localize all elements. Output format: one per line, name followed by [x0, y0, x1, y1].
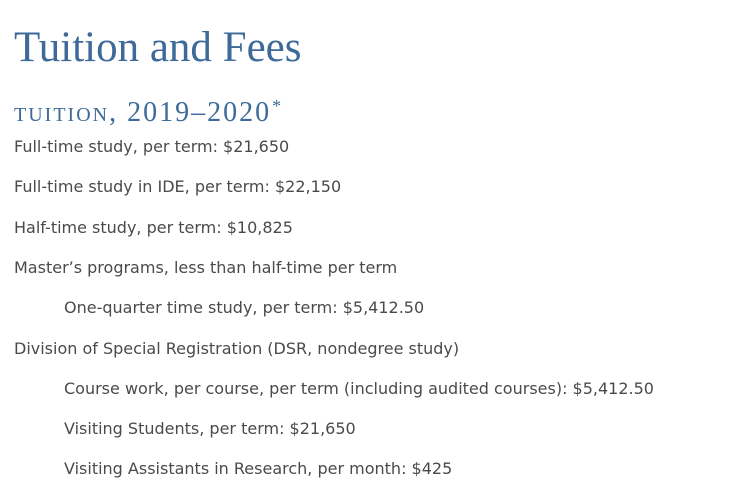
- fee-item-masters-programs: Master’s programs, less than half-time per term: [14, 258, 398, 277]
- fee-item-half-time: Half-time study, per term: $10,825: [14, 218, 293, 237]
- fee-item-visiting-assistants: Visiting Assistants in Research, per month: $425: [64, 459, 453, 478]
- fee-item-quarter-time: One-quarter time study, per term: $5,412.50: [64, 298, 425, 317]
- section-heading: [14, 88, 281, 132]
- section-heading-text: tuition, 2019–2020: [14, 97, 272, 128]
- page-title: Tuition and Fees: [14, 24, 302, 71]
- fee-item-course-work: Course work, per course, per term (including audited courses): $5,412.50: [64, 379, 654, 398]
- footnote-marker: *: [272, 96, 282, 116]
- fee-item-full-time: Full-time study, per term: $21,650: [14, 137, 290, 156]
- fee-item-visiting-students: Visiting Students, per term: $21,650: [64, 419, 356, 438]
- fee-item-full-time-ide: Full-time study in IDE, per term: $22,150: [14, 177, 342, 196]
- fee-item-dsr: Division of Special Registration (DSR, nondegree study): [14, 339, 460, 358]
